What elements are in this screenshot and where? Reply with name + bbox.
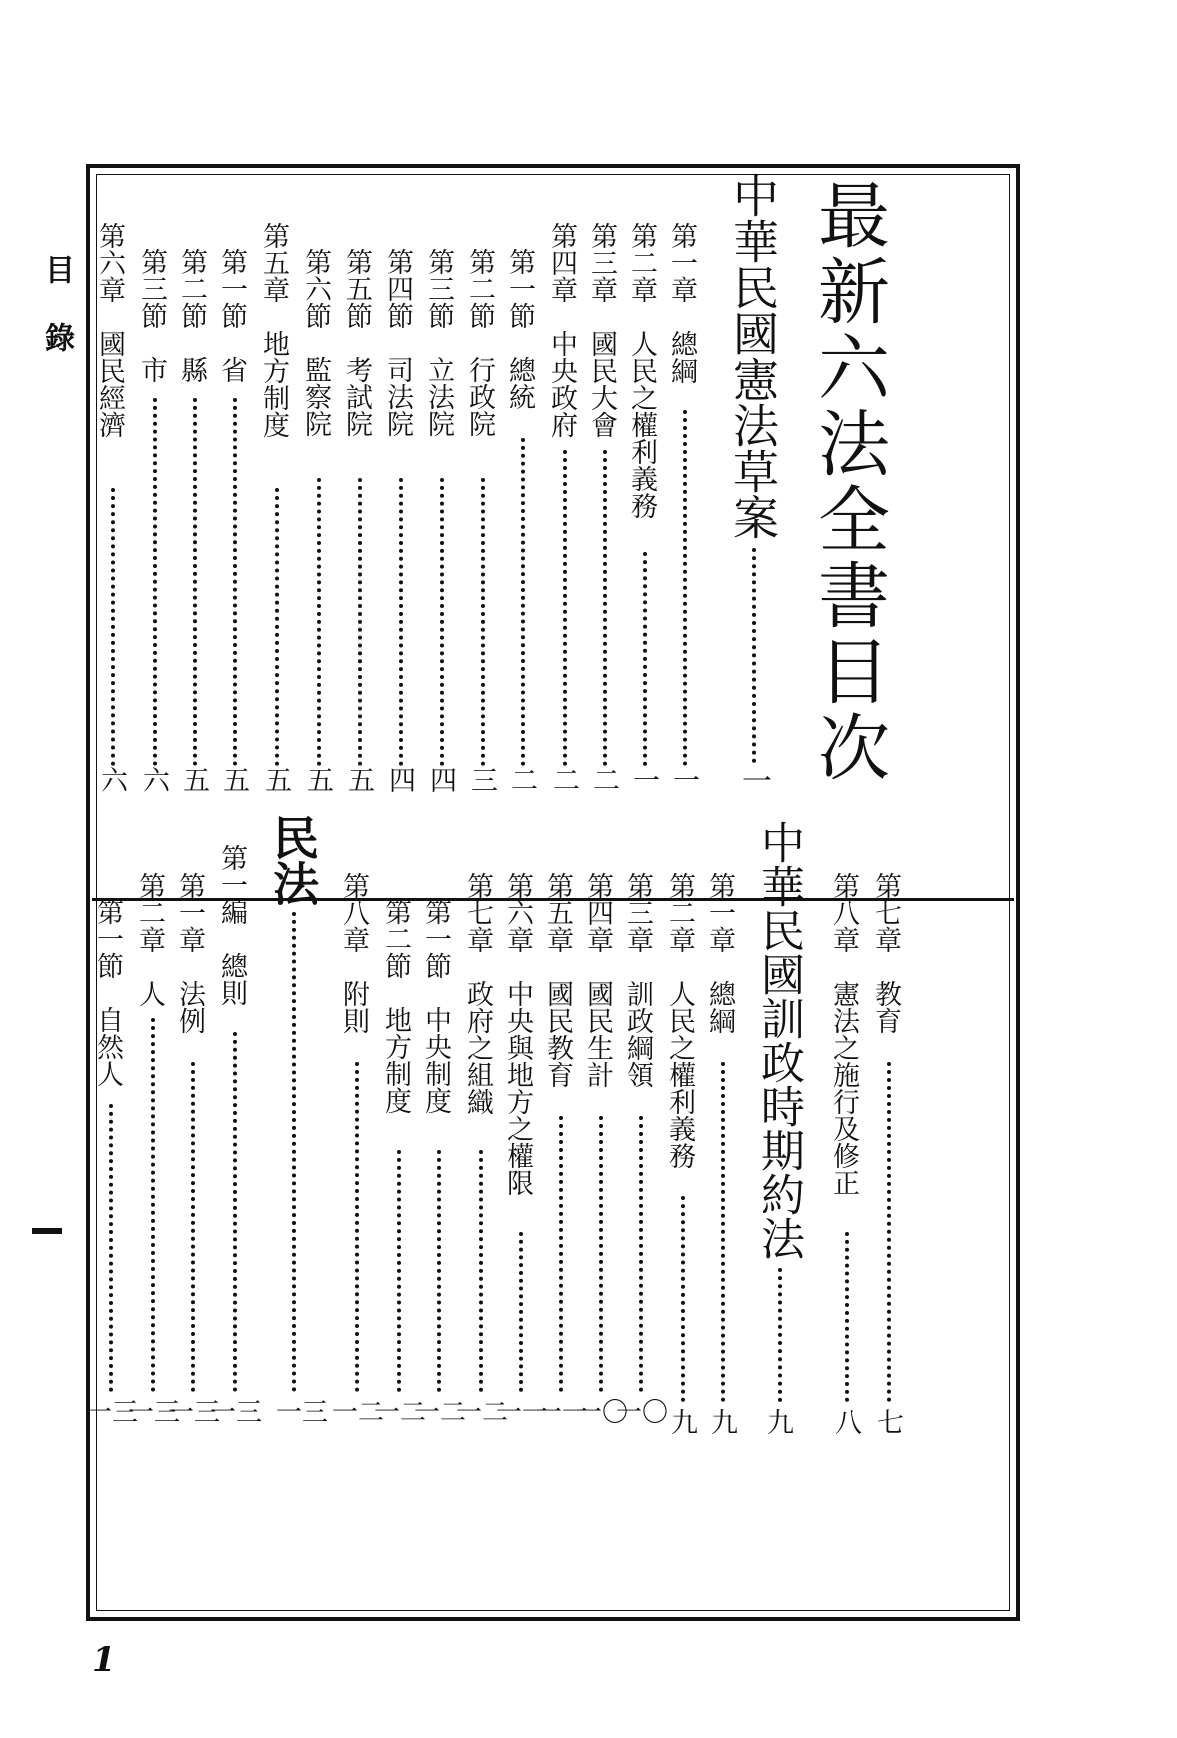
leader-dots	[683, 410, 687, 766]
toc-entry-text: 第二章 人民之權利義務	[626, 222, 657, 519]
leader-dots	[397, 1150, 401, 1392]
leader-dots	[845, 1232, 849, 1402]
toc-page-number: 八	[830, 1408, 861, 1435]
leader-dots	[191, 1062, 195, 1392]
toc-page-number: 五	[178, 766, 209, 793]
toc-page-number: 六	[96, 766, 127, 793]
toc-entry-text: 第二節 行政院	[464, 248, 495, 437]
leader-dots	[355, 1062, 359, 1392]
toc-entry-text: 第五章 地方制度	[258, 222, 289, 438]
leader-dots	[887, 1062, 891, 1402]
toc-page-number: 一三	[128, 1398, 181, 1428]
toc-entry-text: 第一節 省	[216, 248, 247, 383]
toc-entry-text: 第四節 司法院	[382, 248, 413, 437]
toc-entry-text: 第一編 總則	[216, 844, 247, 1006]
leader-dots	[233, 1032, 237, 1392]
leader-dots	[681, 1196, 685, 1402]
toc-entry-text: 第一章 法例	[174, 872, 205, 1034]
toc-entry-text: 第四章 中央政府	[546, 222, 577, 438]
leader-dots	[721, 1062, 725, 1402]
toc-page-number: 五	[260, 766, 291, 793]
leader-dots	[292, 912, 296, 1392]
toc-page-number: 一三	[86, 1398, 139, 1428]
toc-entry-text: 第三章 國民大會	[586, 222, 617, 438]
leader-dots	[109, 1104, 113, 1392]
toc-page-number: 一三	[276, 1398, 329, 1428]
toc-entry-text: 第七章 政府之組織	[462, 872, 493, 1115]
leader-dots	[481, 478, 485, 766]
toc-entry-text: 第六節 監察院	[300, 248, 331, 437]
toc-entry-text: 第一節 總統	[504, 248, 535, 410]
toc-entry-text: 中華民國訓政時期約法	[753, 820, 804, 1260]
toc-page-number: 四	[425, 766, 456, 793]
leader-dots	[111, 488, 115, 766]
toc-entry-text: 第七章 教育	[870, 872, 901, 1034]
toc-page-number: 六	[138, 766, 169, 793]
toc-entry-text: 第二節 地方制度	[380, 898, 411, 1114]
toc-entry-text: 第四章 國民生計	[582, 872, 613, 1088]
leader-dots	[643, 552, 647, 766]
toc-entry-text: 中華民國憲法草案	[726, 172, 780, 540]
toc-entry-text: 第八章 憲法之施行及修正	[828, 872, 859, 1196]
toc-page-number: 一一	[536, 1398, 589, 1428]
leader-dots	[521, 438, 525, 766]
toc-entry-text: 第五章 國民教育	[542, 872, 573, 1088]
toc-page-number: 二	[506, 766, 537, 793]
toc-entry-text: 第一節 中央制度	[420, 898, 451, 1114]
toc-page-number: 七	[872, 1408, 903, 1435]
leader-dots	[437, 1150, 441, 1392]
toc-entry-text: 第二章 人民之權利義務	[664, 872, 695, 1169]
page-number: 1	[92, 1640, 116, 1680]
leader-dots	[639, 1116, 643, 1392]
toc-page-number: 三	[466, 766, 497, 793]
toc-page-number: 一二	[414, 1398, 467, 1428]
leader-dots	[399, 478, 403, 766]
leader-dots	[358, 478, 362, 766]
toc-page-number: 二	[548, 766, 579, 793]
toc-page-number: 一〇	[616, 1398, 669, 1428]
toc-page-number: 九	[762, 1408, 793, 1435]
leader-dots	[153, 398, 157, 766]
toc-entry-text: 第二節 縣	[176, 248, 207, 383]
toc-page-number: 五	[302, 766, 333, 793]
leader-dots	[563, 450, 567, 766]
toc-entry-text: 第一節 自然人	[92, 898, 123, 1087]
toc-entry-text: 民法	[266, 814, 320, 906]
toc-page-number: 一	[628, 766, 659, 793]
gutter-number-mark	[32, 1228, 62, 1234]
toc-entry-text: 第一章 總綱	[704, 872, 735, 1034]
main-title: 最新六法全書目次	[806, 178, 890, 786]
toc-page-number: 一一	[496, 1398, 549, 1428]
toc-page-number: 一二	[374, 1398, 427, 1428]
toc-page-number: 一	[736, 765, 771, 795]
toc-page-number: 一〇	[576, 1398, 629, 1428]
toc-page-number: 九	[666, 1408, 697, 1435]
toc-entry-text: 第三章 訓政綱領	[622, 872, 653, 1088]
leader-dots	[519, 1232, 523, 1392]
gutter-label: 目錄	[39, 254, 74, 390]
toc-entry-text: 第一章 總綱	[666, 222, 697, 384]
toc-page-number: 一二	[332, 1398, 385, 1428]
toc-entry-text: 第六章 國民經濟	[94, 222, 125, 438]
leader-dots	[559, 1116, 563, 1392]
toc-page-number: 五	[343, 766, 374, 793]
toc-entry-text: 第六章 中央與地方之權限	[502, 872, 533, 1196]
toc-page-number: 二	[588, 766, 619, 793]
toc-page-number: 一三	[210, 1398, 263, 1428]
toc-page-number: 一	[668, 766, 699, 793]
leader-dots	[752, 548, 756, 763]
toc-entry-text: 第二章 人	[134, 872, 165, 1007]
leader-dots	[479, 1150, 483, 1392]
toc-entry-text: 第三節 市	[136, 248, 167, 383]
toc-entry-text: 第八章 附則	[338, 872, 369, 1034]
toc-page-number: 一二	[456, 1398, 509, 1428]
toc-page-number: 四	[384, 766, 415, 793]
toc-page-number: 九	[706, 1408, 737, 1435]
leader-dots	[233, 398, 237, 766]
leader-dots	[603, 450, 607, 766]
toc-page-number: 一三	[168, 1398, 221, 1428]
leader-dots	[151, 1018, 155, 1392]
leader-dots	[317, 478, 321, 766]
leader-dots	[778, 1268, 782, 1402]
leader-dots	[440, 478, 444, 766]
toc-entry-text: 第五節 考試院	[341, 248, 372, 437]
leader-dots	[275, 488, 279, 766]
toc-entry-text: 第三節 立法院	[423, 248, 454, 437]
leader-dots	[599, 1116, 603, 1392]
leader-dots	[193, 398, 197, 766]
toc-page-number: 五	[218, 766, 249, 793]
